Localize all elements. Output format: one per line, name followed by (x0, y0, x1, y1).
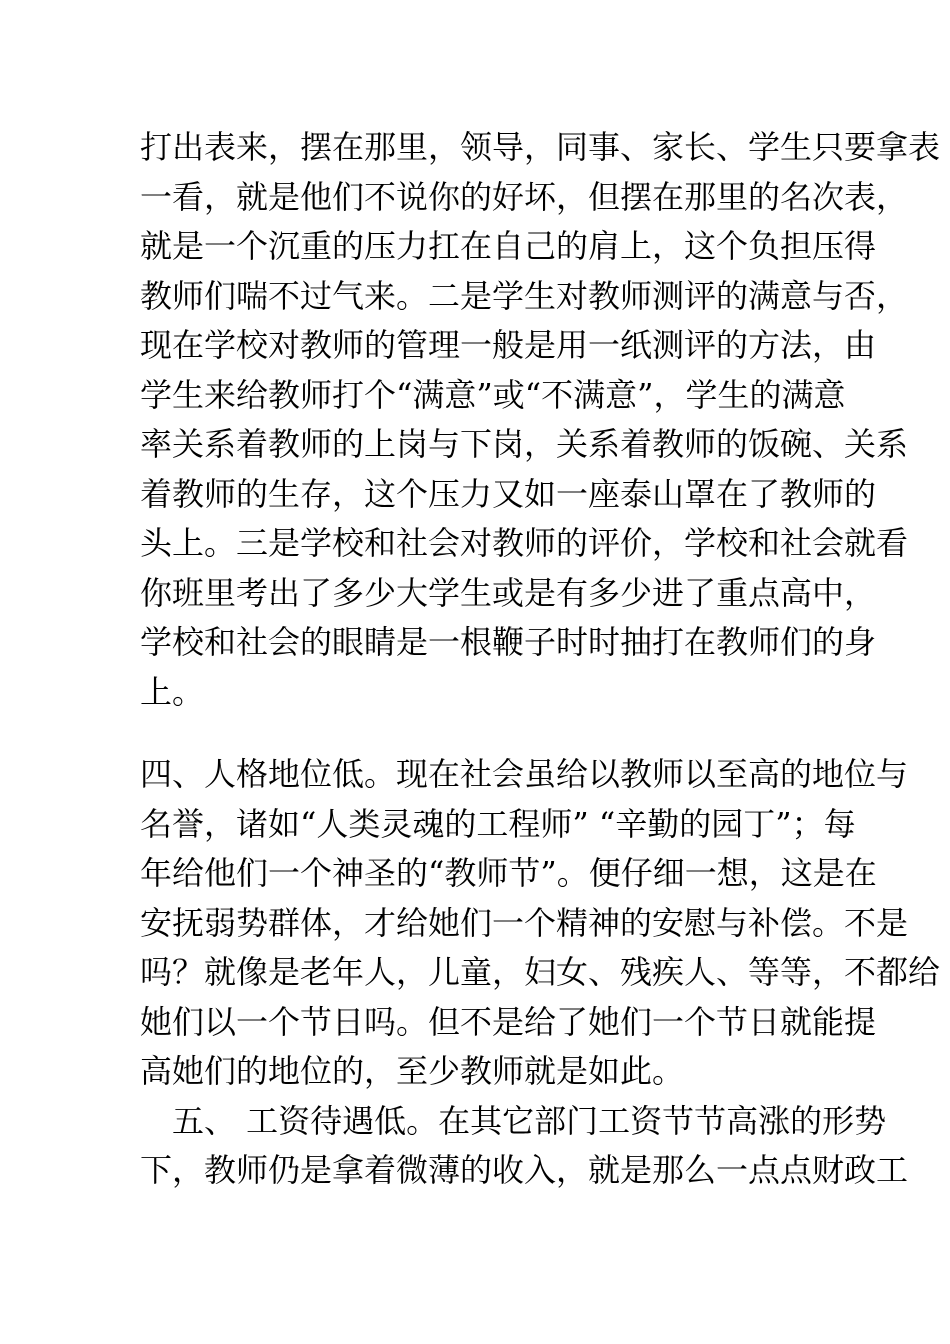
text-line: 下，教师仍是拿着微薄的收入，就是那么一点点财政工 (140, 1151, 909, 1189)
text-line: 着教师的生存，这个压力又如一座泰山罩在了教师的 (140, 474, 877, 513)
text-line: 一看，就是他们不说你的好坏，但摆在那里的名次表， (140, 177, 909, 216)
text-line: 学校和社会的眼睛是一根鞭子时时抽打在教师们的身 (140, 623, 877, 661)
text-line: 教师们喘不过气来。二是学生对教师测评的满意与否， (140, 276, 909, 315)
text-line: 打出表来，摆在那里，领导，同事、家长、学生只要拿表 (140, 128, 941, 166)
paragraph-pressure (140, 123, 941, 717)
document-page (140, 123, 941, 1196)
text-line: 五、 工资待遇低。在其它部门工资节节高涨的形势 (172, 1101, 887, 1140)
text-line: 率关系着教师的上岗与下岗，关系着教师的饭碗、关系 (140, 425, 909, 463)
paragraph-salary (140, 1097, 909, 1196)
text-line: 头上。三是学校和社会对教师的评价，学校和社会就看 (140, 524, 909, 562)
text-line: 高她们的地位的，至少教师就是如此。 (140, 1052, 685, 1090)
text-line: 上。 (140, 672, 205, 711)
text-line: 现在学校对教师的管理一般是用一纸测评的方法，由 (140, 326, 877, 364)
text-line: 四、人格地位低。现在社会虽给以教师以至高的地位与 (140, 755, 909, 793)
text-line: 她们以一个节日吗。但不是给了她们一个节日就能提 (140, 1002, 877, 1041)
text-line: 年给他们一个神圣的“教师节”。便仔细一想，这是在 (140, 854, 877, 892)
text-line: 你班里考出了多少大学生或是有多少进了重点高中， (140, 573, 877, 612)
paragraph-status (140, 750, 941, 1097)
paragraph-gap (140, 717, 812, 750)
text-line: 安抚弱势群体，才给她们一个精神的安慰与补偿。不是 (140, 903, 909, 942)
text-line: 学生来给教师打个“满意”或“不满意”，学生的满意 (140, 375, 846, 414)
text-line: 就是一个沉重的压力扛在自己的肩上，这个负担压得 (140, 227, 877, 265)
text-line: 吗？就像是老年人，儿童，妇女、残疾人、等等，不都给 (140, 953, 941, 991)
text-line: 名誉，诸如“人类灵魂的工程师” “辛勤的园丁”；每 (140, 804, 856, 843)
